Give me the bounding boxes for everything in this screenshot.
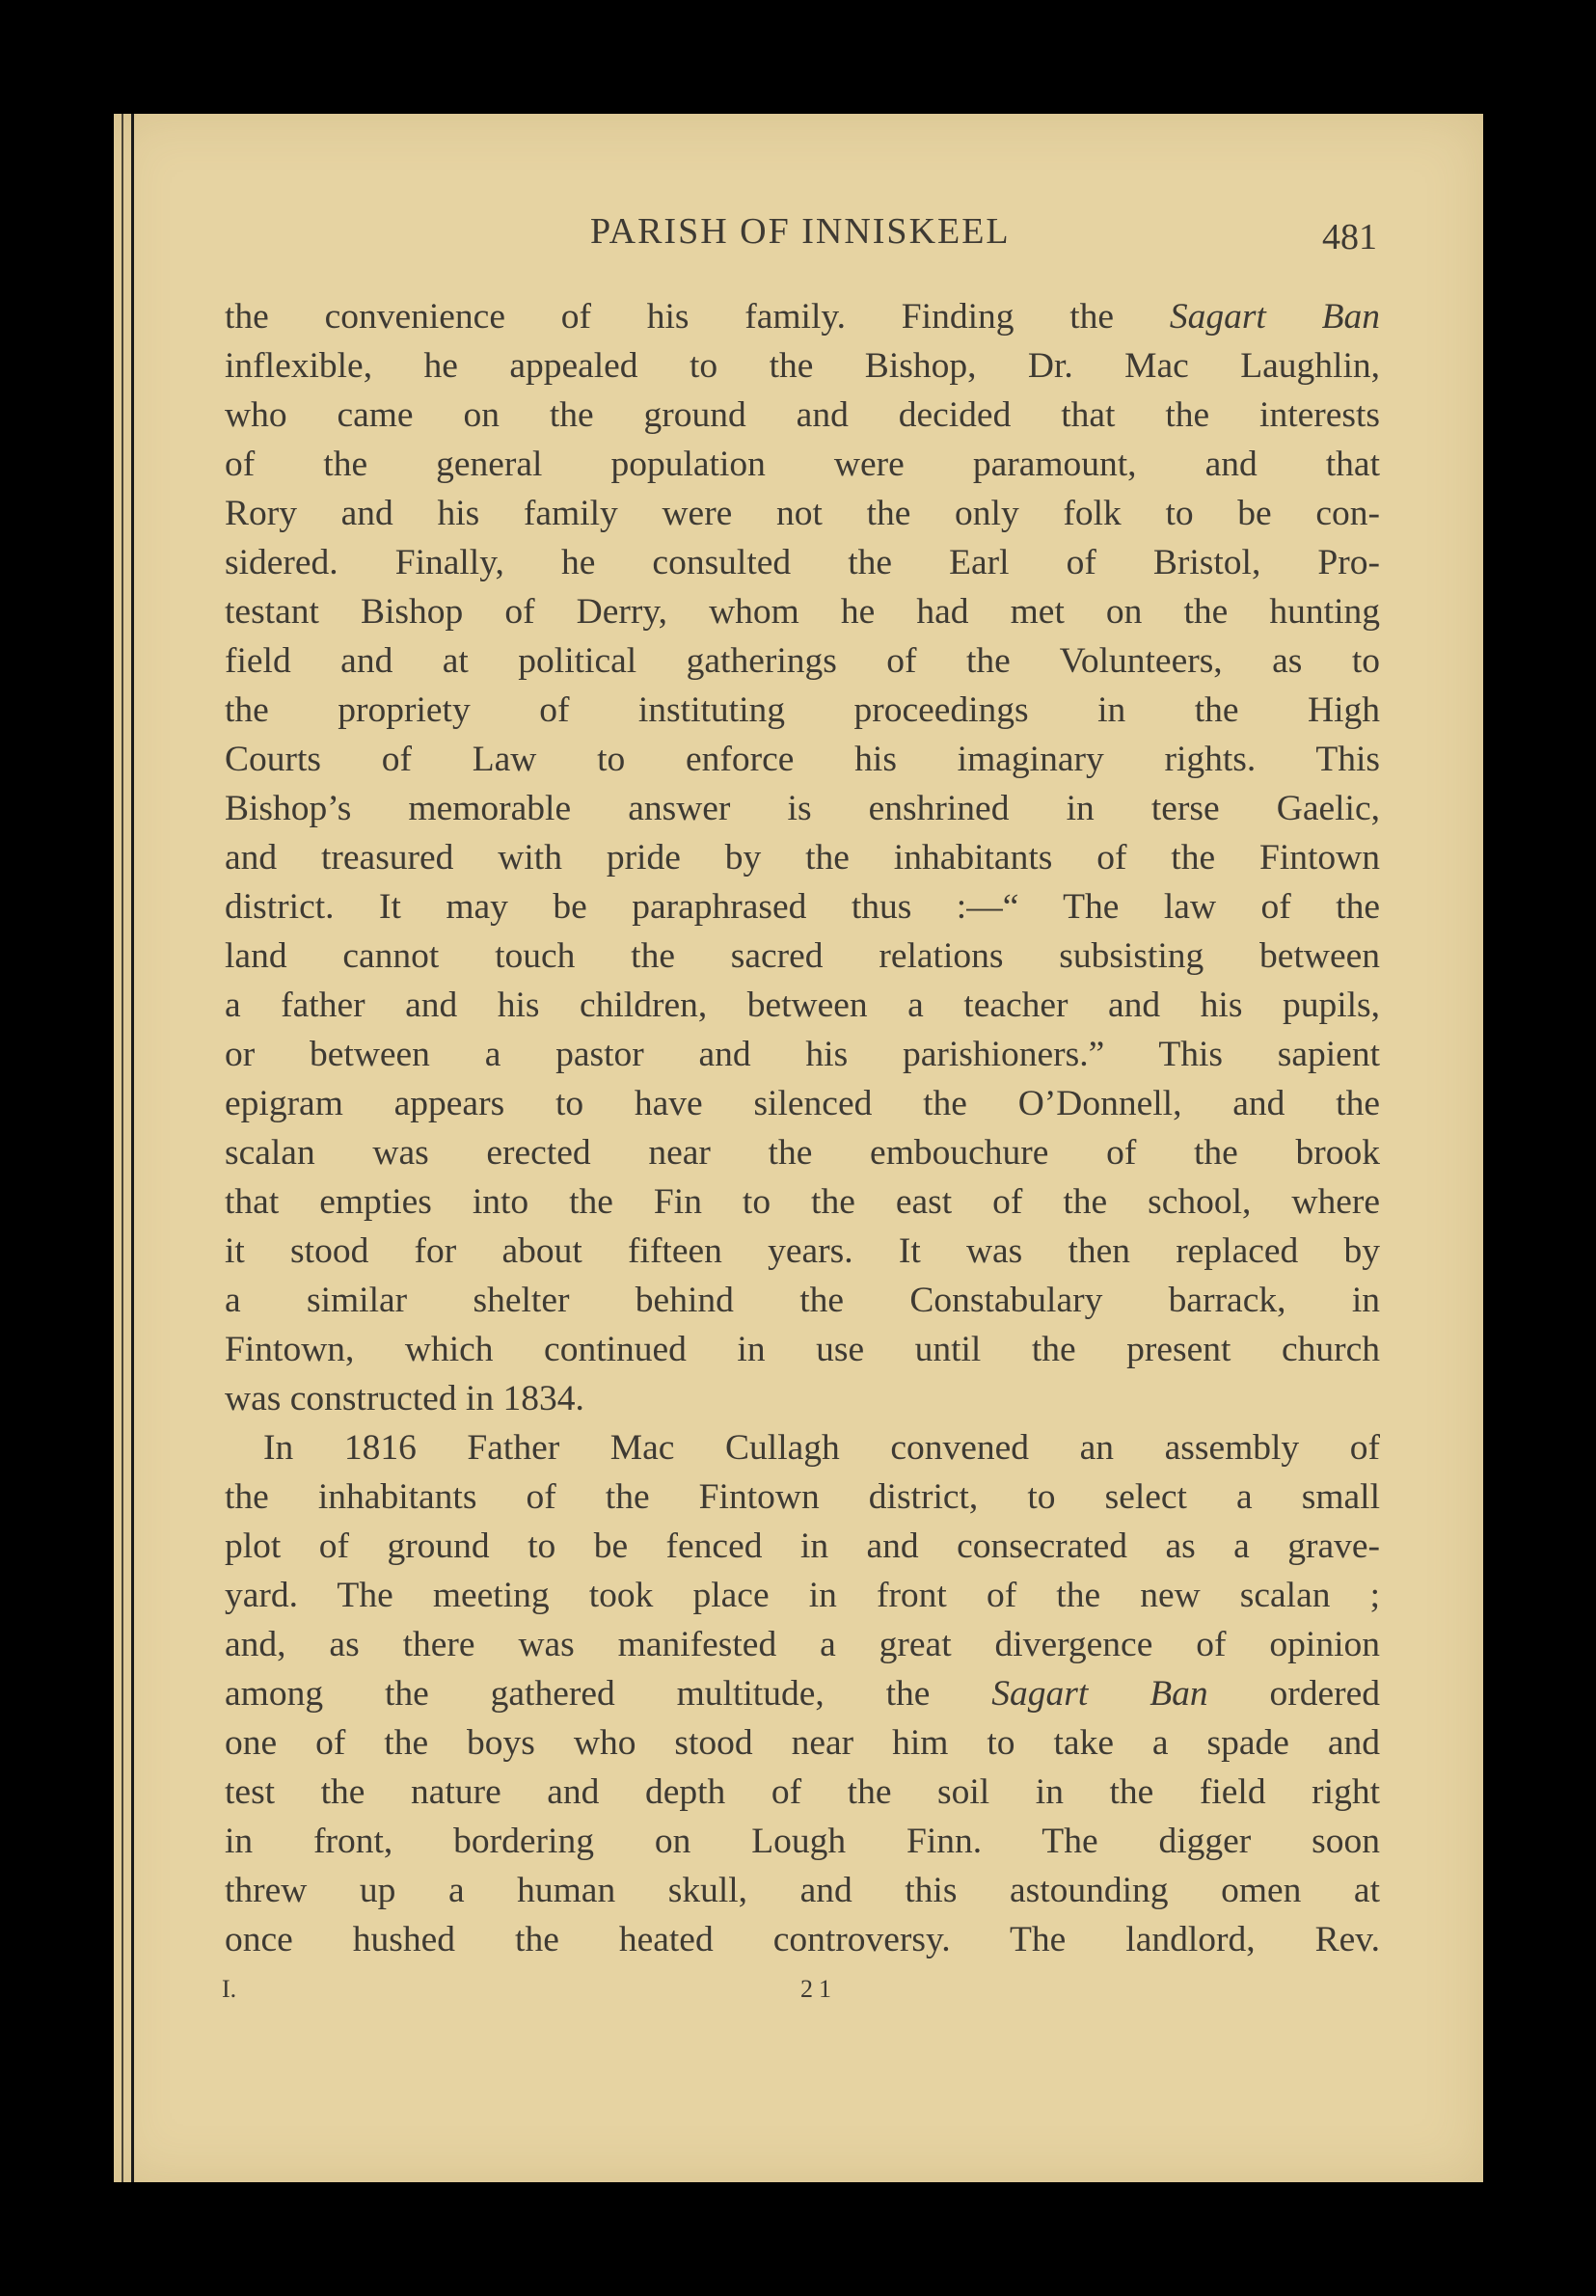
text-line: inflexible, he appealed to the Bishop, Dr. Mac Laughlin, (225, 346, 1380, 386)
text-line: that empties into the Fin to the east of the school, where (225, 1182, 1380, 1222)
text-line: or between a pastor and his parishioners.” This sapient (225, 1035, 1380, 1074)
text-line: among the gathered multitude, the Sagart Ban ordered (225, 1674, 1380, 1714)
text-line: yard. The meeting took place in front of the new scalan ; (225, 1576, 1380, 1615)
body-text (225, 292, 1380, 1964)
text-line: land cannot touch the sacred relations subsisting between (225, 936, 1380, 976)
text-line: it stood for about fifteen years. It was then replaced by (225, 1231, 1380, 1271)
page-number: 481 (1322, 217, 1377, 257)
page-footer (222, 1975, 1377, 2013)
text-line: a similar shelter behind the Constabulary barrack, in (225, 1281, 1380, 1320)
running-head: PARISH OF INNISKEEL (590, 211, 1011, 252)
text-line: and, as there was manifested a great divergence of opinion (225, 1625, 1380, 1664)
text-line: the inhabitants of the Fintown district, to select a small (225, 1477, 1380, 1517)
text-line: epigram appears to have silenced the O’Donnell, and the (225, 1084, 1380, 1123)
text-line: who came on the ground and decided that the interests (225, 395, 1380, 435)
signature-mark: I. (222, 1975, 237, 2003)
text-line: testant Bishop of Derry, whom he had met on the hunting (225, 592, 1380, 632)
text-line: In 1816 Father Mac Cullagh convened an assembly of (263, 1428, 1380, 1468)
gutter-edge (131, 114, 134, 2182)
text-line: plot of ground to be fenced in and consecrated as a grave- (225, 1526, 1380, 1566)
gutter-shadow (122, 114, 123, 2182)
text-line: and treasured with pride by the inhabitants of the Fintown (225, 838, 1380, 878)
text-line: was constructed in 1834. (225, 1379, 584, 1418)
text-line: in front, bordering on Lough Finn. The digger soon (225, 1822, 1380, 1861)
text-line: field and at political gatherings of the Volunteers, as to (225, 641, 1380, 681)
text-line: test the nature and depth of the soil in the field right (225, 1772, 1380, 1812)
text-line: Rory and his family were not the only folk to be con- (225, 494, 1380, 533)
italic-term: Sagart Ban (991, 1674, 1208, 1714)
text-line: the propriety of instituting proceedings in the High (225, 690, 1380, 730)
page-header (222, 210, 1377, 268)
text-line: sidered. Finally, he consulted the Earl of Bristol, Pro- (225, 543, 1380, 582)
text-line: once hushed the heated controversy. The landlord, Rev. (225, 1920, 1380, 1959)
sheet-number: 21 (800, 1975, 837, 2003)
text-line: the convenience of his family. Finding the Sagart Ban (225, 297, 1380, 337)
text-line: scalan was erected near the embouchure of the brook (225, 1133, 1380, 1173)
text-line: a father and his children, between a teacher and his pupils, (225, 986, 1380, 1025)
book-page (114, 114, 1483, 2182)
text-line: Courts of Law to enforce his imaginary rights. This (225, 740, 1380, 779)
text-line: of the general population were paramount, and that (225, 445, 1380, 484)
text-line: threw up a human skull, and this astounding omen at (225, 1871, 1380, 1910)
text-line: Bishop’s memorable answer is enshrined in terse Gaelic, (225, 789, 1380, 828)
text-line: one of the boys who stood near him to take a spade and (225, 1723, 1380, 1763)
italic-term: Sagart Ban (1169, 297, 1380, 337)
text-line: district. It may be paraphrased thus :—“ The law of the (225, 887, 1380, 927)
text-line: Fintown, which continued in use until the present church (225, 1330, 1380, 1369)
